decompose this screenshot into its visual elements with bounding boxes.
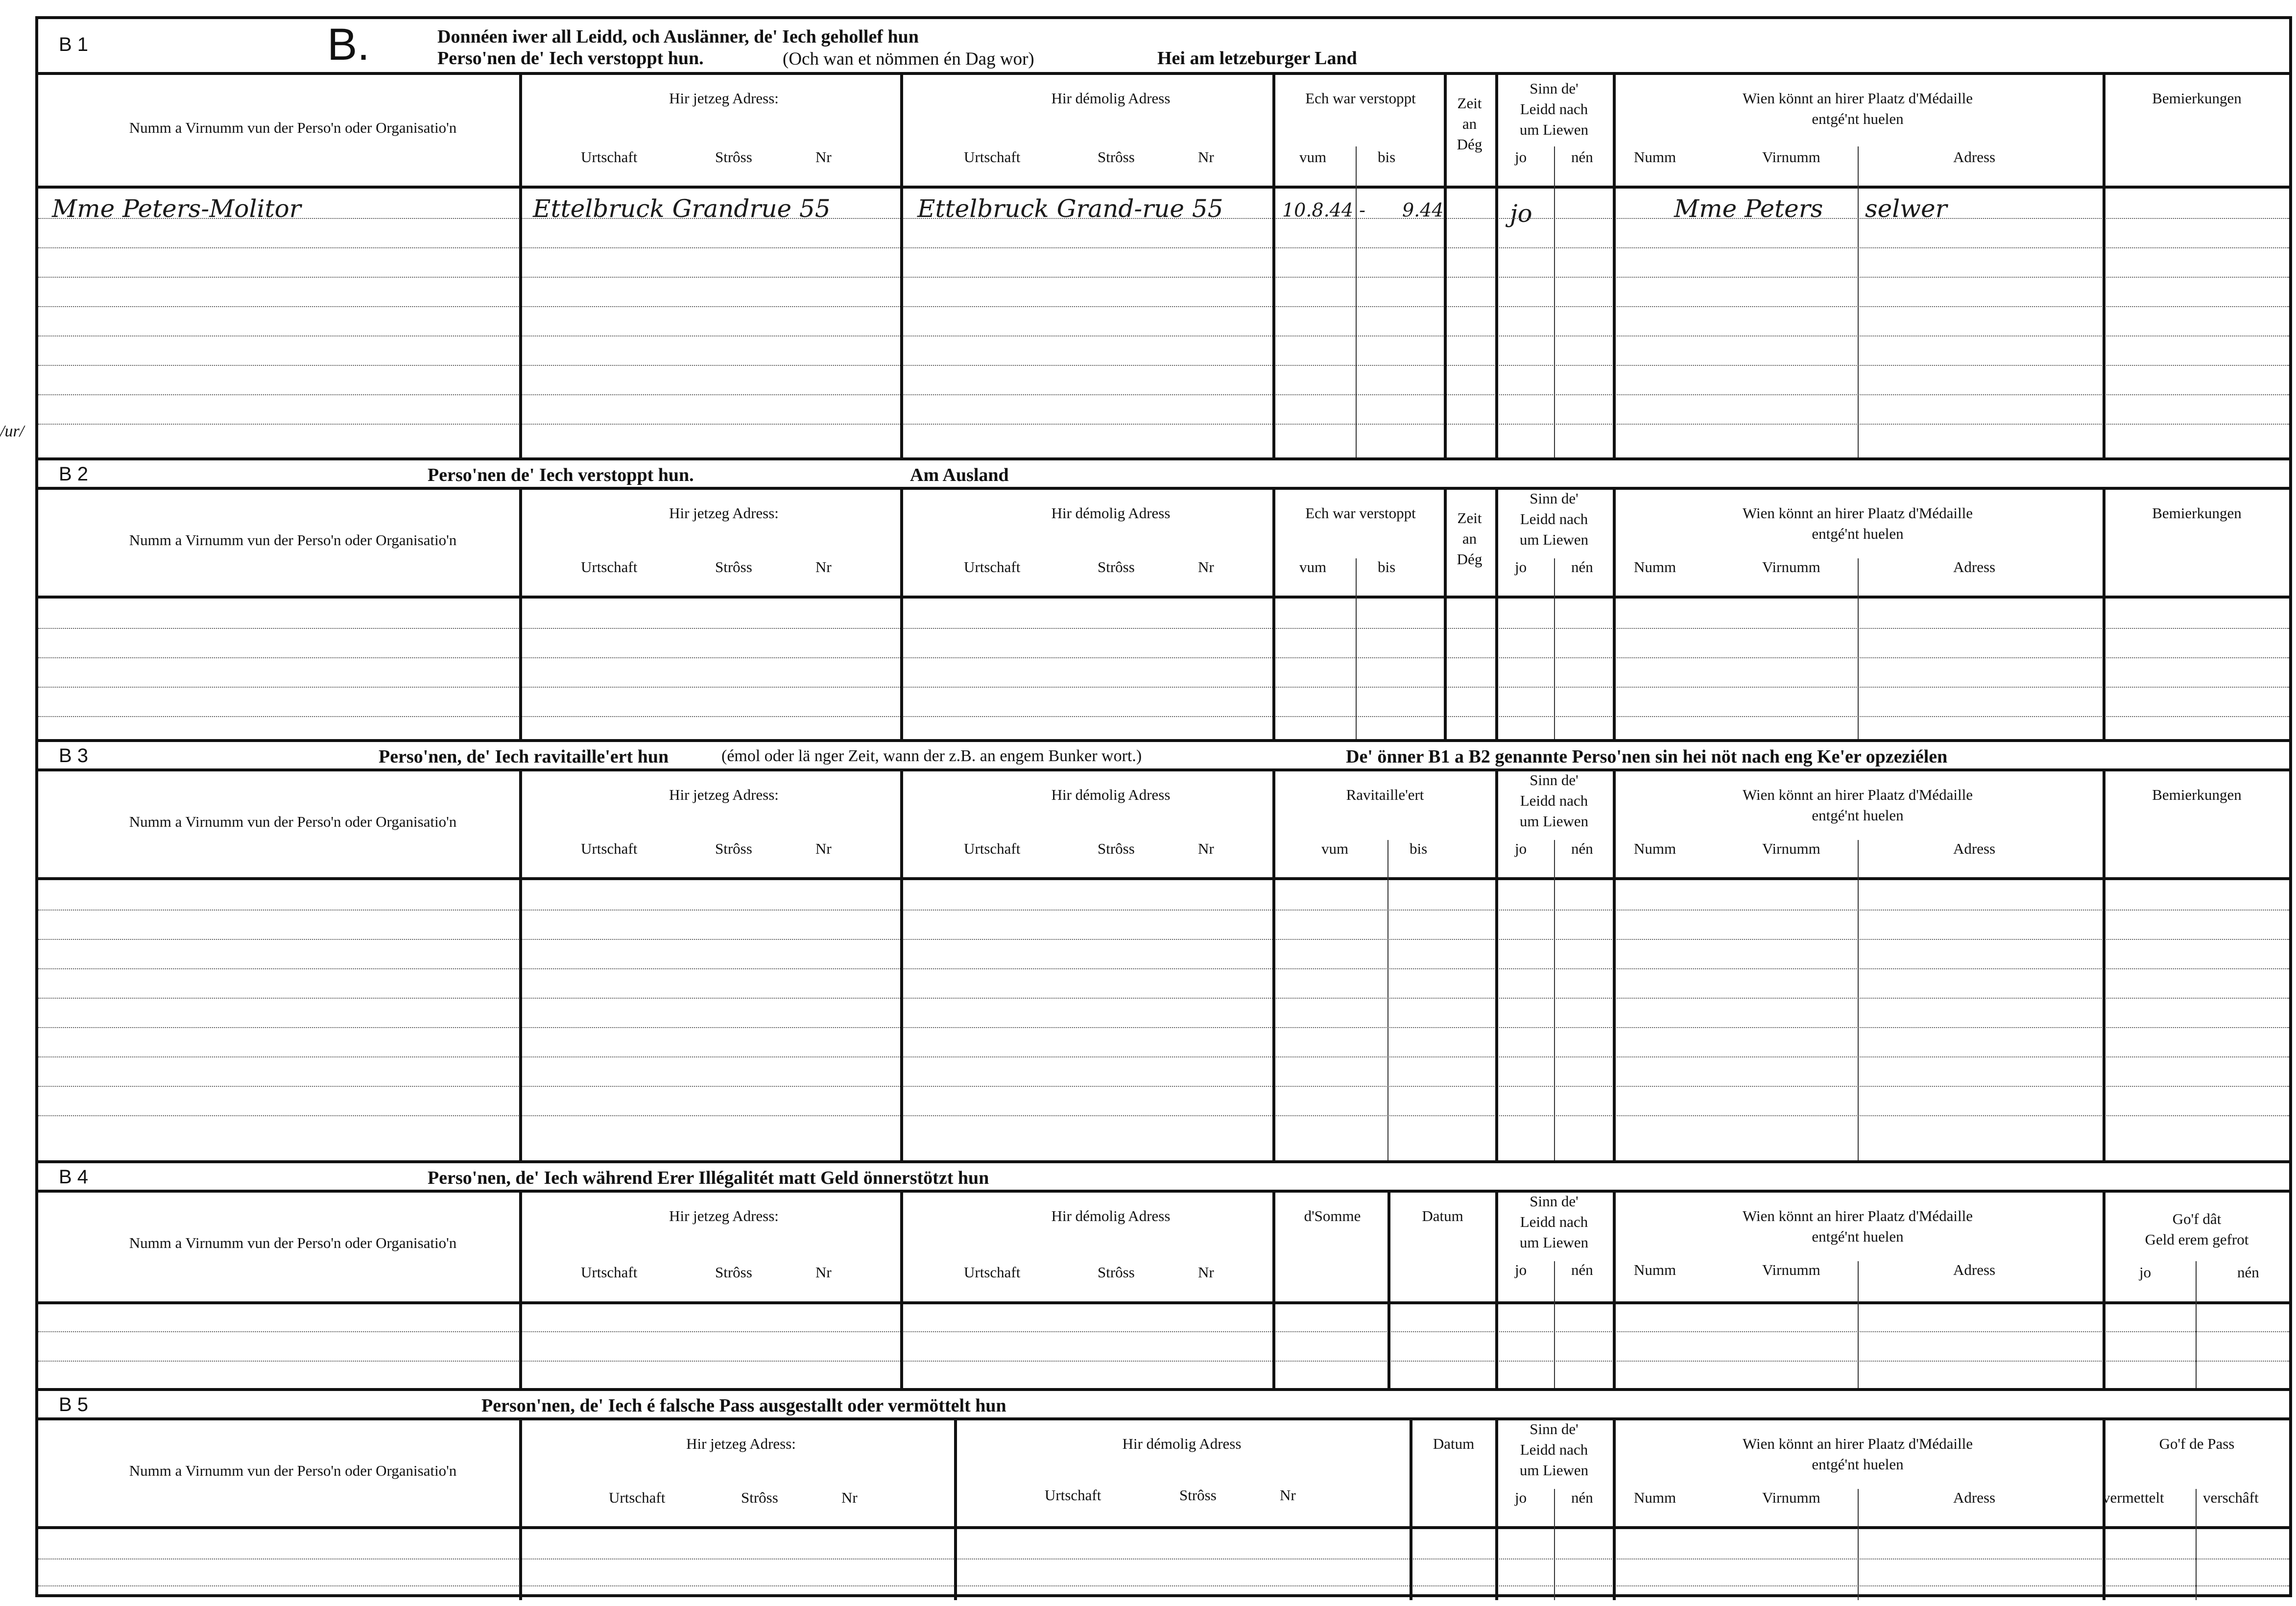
alive-header: um Liewen xyxy=(1519,1234,1589,1251)
medal-header: Wien könnt an hirer Plaatz d'Médaille xyxy=(1742,1435,1973,1452)
entry-hidden-from[interactable]: 10.8.44 - xyxy=(1282,199,1365,221)
medal-header: entgé'nt huelen xyxy=(1812,807,1904,824)
hidden-header: Ech war verstoppt xyxy=(1305,90,1416,107)
surname-header: Numm xyxy=(1634,1261,1676,1278)
number-header: Nr xyxy=(815,1264,832,1281)
street-header: Strôss xyxy=(715,558,752,575)
to-header: bis xyxy=(1378,148,1396,166)
place-header: Urtschaft xyxy=(964,840,1021,857)
section-subtitle: Perso'nen de' Iech verstoppt hun. xyxy=(437,48,704,69)
number-header: Nr xyxy=(841,1489,858,1506)
place-header: Urtschaft xyxy=(609,1489,666,1506)
medal-header: Wien könnt an hirer Plaatz d'Médaille xyxy=(1742,504,1973,522)
entry-rows[interactable] xyxy=(38,1529,2289,1600)
address-header: Adress xyxy=(1953,558,1996,575)
firstname-header: Virnumm xyxy=(1762,558,1820,575)
medal-header: entgé'nt huelen xyxy=(1812,110,1904,127)
remarks-header: Bemierkungen xyxy=(2152,90,2242,107)
section-title-tail: De' önner B1 a B2 genannte Perso'nen sin hei nöt nach eng Ke'er opzeziélen xyxy=(1346,746,1948,767)
entry-alive[interactable]: jo xyxy=(1510,199,1532,228)
section-b3 xyxy=(38,739,2289,1163)
section-title: Perso'nen, de' Iech ravitaille'ert hun xyxy=(379,746,669,767)
name-col-header: Numm a Virnumm vun der Perso'n oder Organisatio'n xyxy=(129,119,457,136)
yes-header: jo xyxy=(1515,148,1527,166)
address-header: Adress xyxy=(1953,1261,1996,1278)
alive-header: Sinn de' xyxy=(1530,1420,1578,1438)
section-title: Donnéen iwer all Leidd, och Auslänner, de' Iech gehollef hun xyxy=(437,26,919,47)
days-header: Dég xyxy=(1457,551,1483,568)
current-address-header: Hir jetzeg Adress: xyxy=(686,1435,796,1452)
entry-former-address[interactable]: Ettelbruck Grand-rue 55 xyxy=(917,194,1223,223)
alive-header: Sinn de' xyxy=(1530,1193,1578,1210)
registration-form xyxy=(35,16,2292,1597)
surname-header: Numm xyxy=(1634,558,1676,575)
name-col-header: Numm a Virnumm vun der Perso'n oder Organisatio'n xyxy=(129,1234,457,1251)
section-title: Person'nen, de' Iech é falsche Pass ausgestallt oder vermöttelt hun xyxy=(481,1395,1006,1416)
current-address-header: Hir jetzeg Adress: xyxy=(669,90,779,107)
number-header: Nr xyxy=(815,558,832,575)
medal-header: Wien könnt an hirer Plaatz d'Médaille xyxy=(1742,786,1973,803)
section-subtitle-note: (Och wan et nömmen én Dag wor) xyxy=(783,49,1034,69)
money-back-header: Geld erem gefrot xyxy=(2145,1231,2249,1248)
supplied-header: Ravitaille'ert xyxy=(1346,786,1424,803)
entry-rows[interactable] xyxy=(38,880,2289,1163)
hidden-header: Ech war verstoppt xyxy=(1305,504,1416,522)
section-letter: B. xyxy=(327,20,370,70)
yes-header: jo xyxy=(1515,840,1527,857)
pass-header: Go'f de Pass xyxy=(2159,1435,2235,1452)
section-region: Am Ausland xyxy=(910,465,1009,485)
alive-header: Leidd nach xyxy=(1520,510,1588,527)
days-header: Zeit xyxy=(1457,95,1482,112)
street-header: Strôss xyxy=(1098,148,1135,166)
section-b1 xyxy=(38,19,2289,457)
firstname-header: Virnumm xyxy=(1762,1261,1820,1278)
section-code: B 4 xyxy=(59,1166,89,1188)
no-header: nén xyxy=(2237,1264,2259,1281)
alive-header: um Liewen xyxy=(1519,1462,1589,1479)
alive-header: Leidd nach xyxy=(1520,792,1588,809)
to-header: bis xyxy=(1378,558,1396,575)
name-col-header: Numm a Virnumm vun der Perso'n oder Organisatio'n xyxy=(129,1462,457,1479)
section-title-note: (émol oder lä nger Zeit, wann der z.B. an engem Bunker wort.) xyxy=(721,747,1142,765)
name-col-header: Numm a Virnumm vun der Perso'n oder Organisatio'n xyxy=(129,813,457,830)
number-header: Nr xyxy=(1198,148,1214,166)
place-header: Urtschaft xyxy=(964,1264,1021,1281)
street-header: Strôss xyxy=(1098,558,1135,575)
medal-header: Wien könnt an hirer Plaatz d'Médaille xyxy=(1742,90,1973,107)
street-header: Strôss xyxy=(715,1264,752,1281)
street-header: Strôss xyxy=(715,840,752,857)
yes-header: jo xyxy=(1515,1489,1527,1506)
to-header: bis xyxy=(1410,840,1428,857)
days-header: Dég xyxy=(1457,136,1483,153)
current-address-header: Hir jetzeg Adress: xyxy=(669,504,779,522)
yes-header: jo xyxy=(1515,1261,1527,1278)
section-title: Perso'nen, de' Iech während Erer Illégalitét matt Geld önnerstötzt hun xyxy=(428,1168,989,1188)
remarks-header: Bemierkungen xyxy=(2152,786,2242,803)
alive-header: Sinn de' xyxy=(1530,80,1578,97)
no-header: nén xyxy=(1571,1261,1593,1278)
from-header: vum xyxy=(1299,148,1327,166)
entry-medal-name[interactable]: Mme Peters xyxy=(1674,194,1823,223)
entry-hidden-to[interactable]: 9.44 xyxy=(1402,199,1444,221)
section-b4 xyxy=(38,1160,2289,1391)
date-header: Datum xyxy=(1422,1207,1463,1224)
number-header: Nr xyxy=(815,840,832,857)
no-header: nén xyxy=(1571,148,1593,166)
firstname-header: Virnumm xyxy=(1762,148,1820,166)
section-b2 xyxy=(38,457,2289,742)
street-header: Strôss xyxy=(741,1489,778,1506)
number-header: Nr xyxy=(1198,558,1214,575)
place-header: Urtschaft xyxy=(581,840,638,857)
yes-header: jo xyxy=(1515,558,1527,575)
place-header: Urtschaft xyxy=(581,148,638,166)
entry-rows[interactable] xyxy=(38,599,2289,742)
date-header: Datum xyxy=(1433,1435,1475,1452)
money-back-header: Go'f dât xyxy=(2172,1210,2222,1227)
entry-rows[interactable] xyxy=(38,1304,2289,1391)
from-header: vum xyxy=(1299,558,1327,575)
medal-header: entgé'nt huelen xyxy=(1812,525,1904,542)
medal-header: entgé'nt huelen xyxy=(1812,1456,1904,1473)
alive-header: um Liewen xyxy=(1519,121,1589,138)
remarks-header: Bemierkungen xyxy=(2152,504,2242,522)
entry-current-address[interactable]: Ettelbruck Grandrue 55 xyxy=(533,194,831,223)
firstname-header: Virnumm xyxy=(1762,840,1820,857)
no-header: nén xyxy=(1571,1489,1593,1506)
alive-header: Sinn de' xyxy=(1530,771,1578,789)
alive-header: Sinn de' xyxy=(1530,490,1578,507)
days-header: an xyxy=(1462,530,1477,547)
no-header: nén xyxy=(1571,558,1593,575)
street-header: Strôss xyxy=(1179,1486,1217,1504)
from-header: vum xyxy=(1321,840,1349,857)
place-header: Urtschaft xyxy=(581,1264,638,1281)
sum-header: d'Somme xyxy=(1304,1207,1361,1224)
current-address-header: Hir jetzeg Adress: xyxy=(669,1207,779,1224)
section-code: B 5 xyxy=(59,1394,89,1415)
section-b5 xyxy=(38,1388,2289,1600)
surname-header: Numm xyxy=(1634,840,1676,857)
made-header: verschâft xyxy=(2203,1489,2259,1506)
former-address-header: Hir démolig Adress xyxy=(1122,1435,1242,1452)
alive-header: um Liewen xyxy=(1519,813,1589,830)
place-header: Urtschaft xyxy=(964,558,1021,575)
number-header: Nr xyxy=(815,148,832,166)
former-address-header: Hir démolig Adress xyxy=(1051,90,1171,107)
yes-header: jo xyxy=(2139,1264,2152,1281)
section-code: B 3 xyxy=(59,745,89,767)
address-header: Adress xyxy=(1953,148,1996,166)
section-code: B 2 xyxy=(59,463,89,485)
number-header: Nr xyxy=(1280,1486,1296,1504)
address-header: Adress xyxy=(1953,1489,1996,1506)
address-header: Adress xyxy=(1953,840,1996,857)
former-address-header: Hir démolig Adress xyxy=(1051,504,1171,522)
place-header: Urtschaft xyxy=(964,148,1021,166)
margin-note: /ur/ xyxy=(0,422,24,440)
former-address-header: Hir démolig Adress xyxy=(1051,1207,1171,1224)
arranged-header: vermettelt xyxy=(2103,1489,2164,1506)
section-region: Hei am letzeburger Land xyxy=(1157,48,1357,69)
former-address-header: Hir démolig Adress xyxy=(1051,786,1171,803)
number-header: Nr xyxy=(1198,840,1214,857)
entry-medal-firstname[interactable]: selwer xyxy=(1865,194,1947,223)
entry-name[interactable]: Mme Peters-Molitor xyxy=(52,194,301,223)
firstname-header: Virnumm xyxy=(1762,1489,1820,1506)
place-header: Urtschaft xyxy=(1045,1486,1101,1504)
entry-rows[interactable] xyxy=(38,189,2289,457)
surname-header: Numm xyxy=(1634,1489,1676,1506)
surname-header: Numm xyxy=(1634,148,1676,166)
alive-header: Leidd nach xyxy=(1520,1213,1588,1230)
no-header: nén xyxy=(1571,840,1593,857)
alive-header: um Liewen xyxy=(1519,531,1589,548)
name-col-header: Numm a Virnumm vun der Perso'n oder Organisatio'n xyxy=(129,531,457,549)
medal-header: entgé'nt huelen xyxy=(1812,1228,1904,1245)
alive-header: Leidd nach xyxy=(1520,1441,1588,1458)
section-title: Perso'nen de' Iech verstoppt hun. xyxy=(428,465,694,485)
street-header: Strôss xyxy=(1098,840,1135,857)
current-address-header: Hir jetzeg Adress: xyxy=(669,786,779,803)
days-header: Zeit xyxy=(1457,509,1482,527)
alive-header: Leidd nach xyxy=(1520,100,1588,118)
medal-header: Wien könnt an hirer Plaatz d'Médaille xyxy=(1742,1207,1973,1224)
street-header: Strôss xyxy=(715,148,752,166)
number-header: Nr xyxy=(1198,1264,1214,1281)
days-header: an xyxy=(1462,115,1477,132)
section-code: B 1 xyxy=(59,34,89,55)
place-header: Urtschaft xyxy=(581,558,638,575)
street-header: Strôss xyxy=(1098,1264,1135,1281)
